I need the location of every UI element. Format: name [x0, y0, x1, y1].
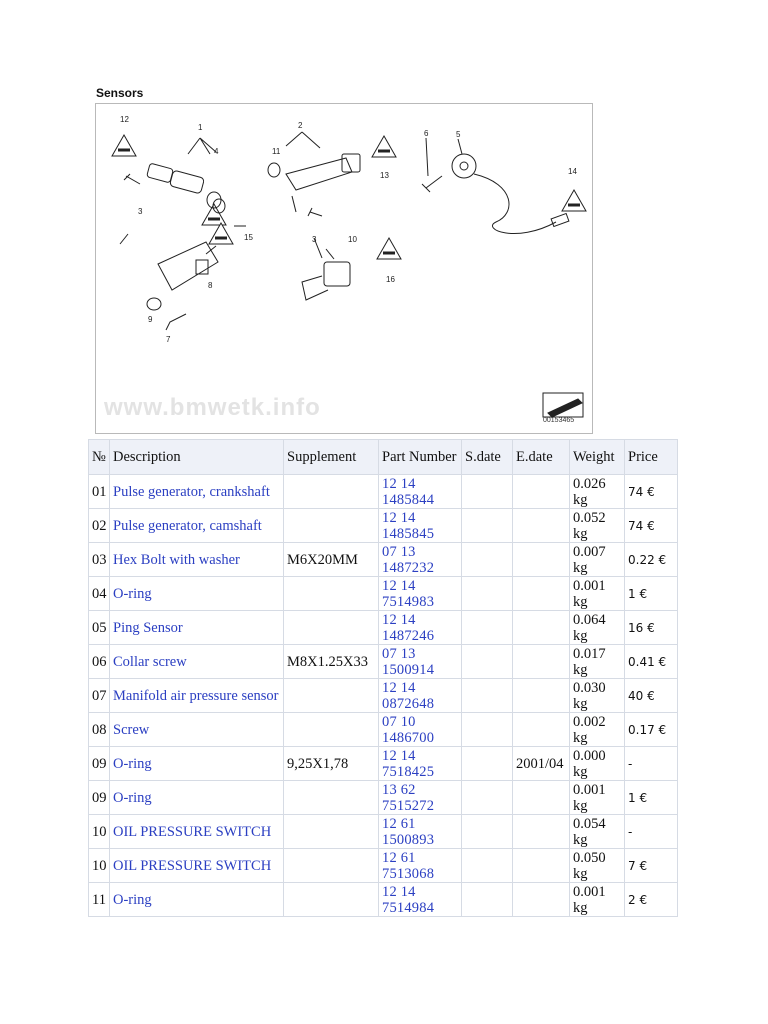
cell-description-link	[110, 883, 284, 917]
cell-price	[625, 509, 678, 543]
price: -	[628, 824, 633, 839]
description-link[interactable]: Manifold air pressure sensor	[113, 687, 279, 704]
cell-end-date	[513, 577, 570, 611]
cell-end-date	[513, 781, 570, 815]
description-link[interactable]: Collar screw	[113, 653, 187, 670]
cell-description-link	[110, 577, 284, 611]
cell-description-link	[110, 679, 284, 713]
cell-part-number-link	[379, 509, 462, 543]
svg-text:11: 11	[272, 147, 281, 156]
cell-end-date	[513, 475, 570, 509]
cell-part-number-link	[379, 475, 462, 509]
cell-start-date	[462, 611, 513, 645]
part-number-link[interactable]: 12 61 1500893	[382, 815, 435, 848]
row-number: 10	[92, 823, 107, 840]
svg-text:5: 5	[456, 130, 461, 139]
cell-supplement	[284, 713, 379, 747]
row-number: 01	[92, 483, 107, 500]
part-number-link[interactable]: 13 62 7515272	[382, 781, 435, 814]
weight: 0.052 kg	[573, 509, 606, 542]
price: 1 €	[628, 586, 648, 601]
header-part-number: Part Number	[379, 440, 462, 475]
cell-supplement	[284, 611, 379, 645]
cell-row-number	[89, 611, 110, 645]
price: 2 €	[628, 892, 648, 907]
table-header-row	[89, 440, 678, 475]
supplement: 9,25X1,78	[287, 755, 349, 772]
cell-supplement	[284, 577, 379, 611]
cell-part-number-link	[379, 645, 462, 679]
cell-price	[625, 713, 678, 747]
table-row	[89, 577, 678, 611]
cell-weight	[570, 543, 625, 577]
cell-row-number	[89, 713, 110, 747]
cell-weight	[570, 781, 625, 815]
part-number-link[interactable]: 12 14 1487246	[382, 611, 435, 644]
cell-weight	[570, 679, 625, 713]
cell-row-number	[89, 883, 110, 917]
weight: 0.001 kg	[573, 883, 606, 916]
svg-text:2: 2	[298, 121, 303, 130]
description-link[interactable]: Ping Sensor	[113, 619, 183, 636]
row-number: 03	[92, 551, 107, 568]
cell-row-number	[89, 849, 110, 883]
cell-supplement	[284, 781, 379, 815]
cell-supplement	[284, 543, 379, 577]
table-row	[89, 543, 678, 577]
cell-start-date	[462, 475, 513, 509]
part-number-link[interactable]: 12 14 7514983	[382, 577, 435, 610]
cell-weight	[570, 509, 625, 543]
weight: 0.000 kg	[573, 747, 606, 780]
cell-weight	[570, 747, 625, 781]
table-row	[89, 475, 678, 509]
cell-weight	[570, 611, 625, 645]
cell-start-date	[462, 713, 513, 747]
cell-row-number	[89, 509, 110, 543]
cell-row-number	[89, 815, 110, 849]
svg-text:3: 3	[138, 207, 143, 216]
weight: 0.054 kg	[573, 815, 606, 848]
row-number: 05	[92, 619, 107, 636]
weight: 0.002 kg	[573, 713, 606, 746]
cell-weight	[570, 815, 625, 849]
warning-triangle-icon	[372, 136, 396, 157]
row-number: 08	[92, 721, 107, 738]
warning-triangle-icon	[377, 238, 401, 259]
cell-description-link	[110, 849, 284, 883]
cell-end-date	[513, 849, 570, 883]
cell-part-number-link	[379, 883, 462, 917]
price: 74 €	[628, 484, 655, 499]
price: 0.41 €	[628, 654, 667, 669]
part-number-link[interactable]: 07 10 1486700	[382, 713, 435, 746]
svg-text:8: 8	[208, 281, 213, 290]
cell-description-link	[110, 543, 284, 577]
description-link[interactable]: OIL PRESSURE SWITCH	[113, 823, 272, 840]
table-row	[89, 781, 678, 815]
cell-part-number-link	[379, 543, 462, 577]
svg-text:14: 14	[568, 167, 577, 176]
description-link[interactable]: Screw	[113, 721, 150, 738]
weight: 0.001 kg	[573, 781, 606, 814]
cell-price	[625, 475, 678, 509]
cell-row-number	[89, 781, 110, 815]
description-link[interactable]: O-ring	[113, 891, 152, 908]
cell-row-number	[89, 645, 110, 679]
price: 16 €	[628, 620, 655, 635]
cell-supplement	[284, 849, 379, 883]
parts-table	[88, 439, 678, 917]
row-number: 07	[92, 687, 107, 704]
row-number: 04	[92, 585, 107, 602]
diagram-code: 00153465	[543, 417, 575, 424]
header-description: Description	[110, 440, 284, 475]
svg-text:12: 12	[120, 115, 129, 124]
cell-end-date	[513, 645, 570, 679]
weight: 0.001 kg	[573, 577, 606, 610]
cell-part-number-link	[379, 815, 462, 849]
weight: 0.017 kg	[573, 645, 606, 678]
description-link[interactable]: O-ring	[113, 789, 152, 806]
cell-weight	[570, 475, 625, 509]
table-row	[89, 747, 678, 781]
cell-description-link	[110, 747, 284, 781]
cell-start-date	[462, 747, 513, 781]
table-row	[89, 645, 678, 679]
cell-description-link	[110, 781, 284, 815]
svg-text:6: 6	[424, 129, 429, 138]
cell-part-number-link	[379, 679, 462, 713]
cell-description-link	[110, 645, 284, 679]
cell-row-number	[89, 679, 110, 713]
cell-start-date	[462, 849, 513, 883]
header-sdate: S.date	[462, 440, 513, 475]
price: 0.17 €	[628, 722, 667, 737]
weight: 0.026 kg	[573, 475, 606, 508]
warning-triangle-icon	[112, 135, 136, 156]
warning-triangle-icon	[562, 190, 586, 211]
cell-price	[625, 747, 678, 781]
part-number-link[interactable]: 12 14 1485844	[382, 475, 435, 508]
cell-end-date	[513, 543, 570, 577]
price: 74 €	[628, 518, 655, 533]
svg-text:10: 10	[348, 235, 357, 244]
cell-weight	[570, 577, 625, 611]
cell-end-date	[513, 611, 570, 645]
supplement: M8X1.25X33	[287, 653, 368, 670]
row-number: 11	[92, 891, 106, 908]
svg-text:15: 15	[244, 233, 253, 242]
price: 0.22 €	[628, 552, 667, 567]
section-title: Sensors	[96, 86, 144, 100]
row-number: 02	[92, 517, 107, 534]
description-link[interactable]: Pulse generator, camshaft	[113, 517, 262, 534]
cell-supplement	[284, 509, 379, 543]
cell-start-date	[462, 645, 513, 679]
cell-supplement	[284, 645, 379, 679]
cell-price	[625, 543, 678, 577]
table-row	[89, 679, 678, 713]
cell-start-date	[462, 679, 513, 713]
cell-part-number-link	[379, 781, 462, 815]
cell-part-number-link	[379, 713, 462, 747]
header-supplement: Supplement	[284, 440, 379, 475]
svg-text:7: 7	[166, 335, 171, 344]
cell-description-link	[110, 713, 284, 747]
cell-start-date	[462, 781, 513, 815]
part-number-link[interactable]: 12 14 0872648	[382, 679, 435, 712]
weight: 0.030 kg	[573, 679, 606, 712]
row-number: 06	[92, 653, 107, 670]
cell-part-number-link	[379, 747, 462, 781]
price: 7 €	[628, 858, 648, 873]
cell-weight	[570, 645, 625, 679]
cell-row-number	[89, 475, 110, 509]
row-number: 09	[92, 789, 107, 806]
diagram-watermark: www.bmwetk.info	[104, 394, 321, 421]
warning-triangle-icon	[202, 204, 226, 225]
cell-description-link	[110, 611, 284, 645]
description-link[interactable]: Hex Bolt with washer	[113, 551, 240, 568]
part-number-link[interactable]: 07 13 1500914	[382, 645, 435, 678]
warning-triangle-icon	[209, 223, 233, 244]
supplement: M6X20MM	[287, 551, 358, 568]
parts-diagram-drawing	[96, 104, 592, 433]
cell-price	[625, 679, 678, 713]
weight: 0.064 kg	[573, 611, 606, 644]
cell-start-date	[462, 543, 513, 577]
cell-start-date	[462, 577, 513, 611]
description-link[interactable]: OIL PRESSURE SWITCH	[113, 857, 272, 874]
row-number: 09	[92, 755, 107, 772]
header-no: №	[89, 440, 110, 475]
cell-supplement	[284, 475, 379, 509]
cell-price	[625, 849, 678, 883]
cell-end-date	[513, 509, 570, 543]
weight: 0.007 kg	[573, 543, 606, 576]
cell-price	[625, 781, 678, 815]
cell-supplement	[284, 815, 379, 849]
svg-text:4: 4	[214, 147, 219, 156]
cell-price	[625, 611, 678, 645]
svg-text:16: 16	[386, 275, 395, 284]
cell-supplement	[284, 883, 379, 917]
cell-end-date	[513, 815, 570, 849]
cell-weight	[570, 713, 625, 747]
part-number-link[interactable]: 12 61 7513068	[382, 849, 435, 882]
cell-end-date	[513, 747, 570, 781]
table-row	[89, 815, 678, 849]
cell-supplement	[284, 747, 379, 781]
svg-text:9: 9	[148, 315, 153, 324]
cell-price	[625, 815, 678, 849]
header-price: Price	[625, 440, 678, 475]
header-weight: Weight	[570, 440, 625, 475]
cell-price	[625, 577, 678, 611]
cell-price	[625, 883, 678, 917]
table-row	[89, 849, 678, 883]
cell-end-date	[513, 679, 570, 713]
table-row	[89, 713, 678, 747]
price: 1 €	[628, 790, 648, 805]
svg-text:13: 13	[380, 171, 389, 180]
part-number-link[interactable]: 12 14 7518425	[382, 747, 435, 780]
cell-weight	[570, 883, 625, 917]
price: -	[628, 756, 633, 771]
cell-price	[625, 645, 678, 679]
header-edate: E.date	[513, 440, 570, 475]
svg-text:3: 3	[312, 235, 317, 244]
cell-part-number-link	[379, 577, 462, 611]
cell-part-number-link	[379, 611, 462, 645]
cell-description-link	[110, 815, 284, 849]
part-number-link[interactable]: 07 13 1487232	[382, 543, 435, 576]
end-date: 2001/04	[516, 755, 564, 772]
cell-part-number-link	[379, 849, 462, 883]
cell-supplement	[284, 679, 379, 713]
price: 40 €	[628, 688, 655, 703]
cell-start-date	[462, 883, 513, 917]
row-number: 10	[92, 857, 107, 874]
parts-diagram	[95, 103, 593, 434]
part-number-link[interactable]: 12 14 7514984	[382, 883, 435, 916]
cell-start-date	[462, 509, 513, 543]
weight: 0.050 kg	[573, 849, 606, 882]
description-link[interactable]: O-ring	[113, 755, 152, 772]
cell-weight	[570, 849, 625, 883]
cell-end-date	[513, 883, 570, 917]
cell-description-link	[110, 509, 284, 543]
part-number-link[interactable]: 12 14 1485845	[382, 509, 435, 542]
cell-row-number	[89, 577, 110, 611]
description-link[interactable]: Pulse generator, crankshaft	[113, 483, 270, 500]
cell-row-number	[89, 747, 110, 781]
table-row	[89, 611, 678, 645]
cell-start-date	[462, 815, 513, 849]
cell-end-date	[513, 713, 570, 747]
table-row	[89, 883, 678, 917]
cell-description-link	[110, 475, 284, 509]
table-row	[89, 509, 678, 543]
cell-row-number	[89, 543, 110, 577]
description-link[interactable]: O-ring	[113, 585, 152, 602]
svg-text:1: 1	[198, 123, 203, 132]
